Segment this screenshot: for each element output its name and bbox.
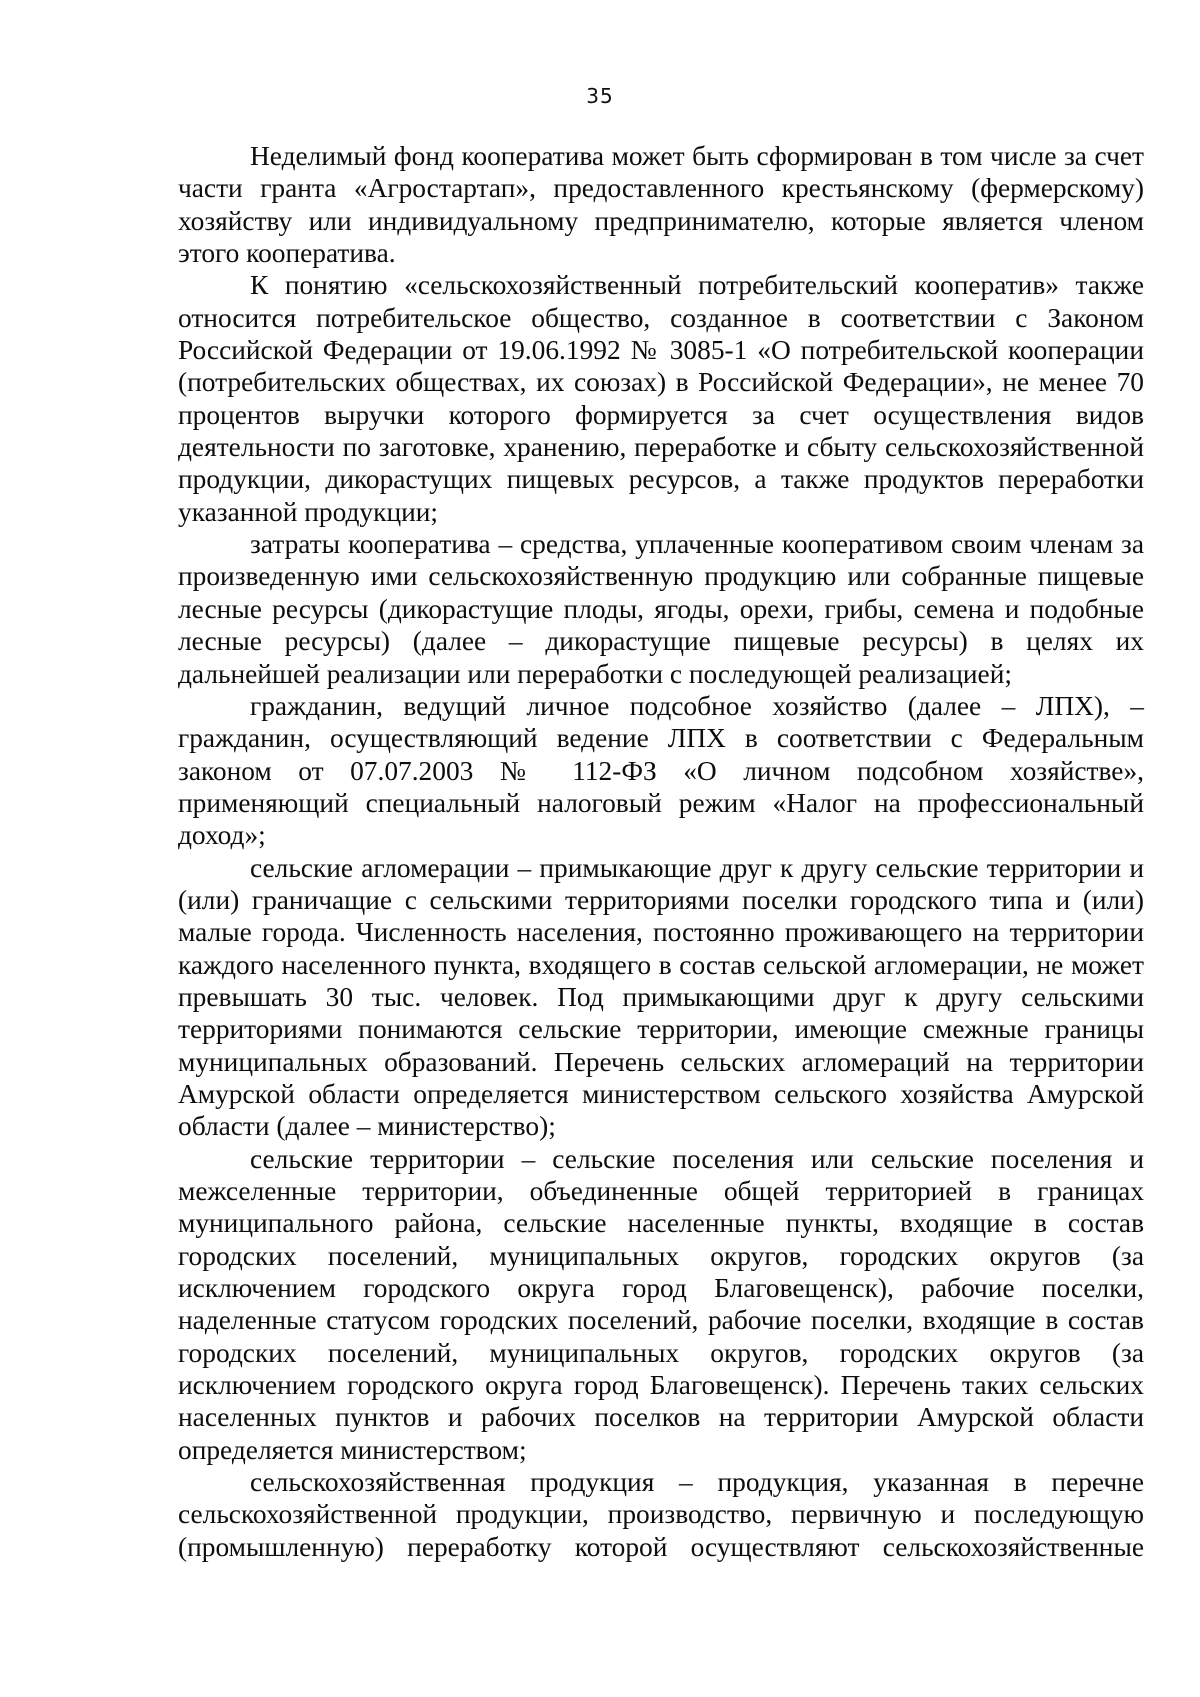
paragraph-lph-citizen: гражданин, ведущий личное подсобное хозяйство (далее – ЛПХ), – гражданин, осуществляющий ведение ЛПХ в соответствии с Федеральным законом от 07.07.2003 № 112-ФЗ «О личном подсобном хозяйстве», применяющий специальный налоговый режим «Налог на профессиональный доход»; [178, 690, 1144, 851]
page-number: 35 [586, 84, 614, 108]
document-body [178, 140, 1144, 1563]
paragraph-indivisible-fund: Неделимый фонд кооператива может быть сформирован в том числе за счет части гранта «Агростартап», предоставленного крестьянскому (фермерскому) хозяйству или индивидуальному предпринимателю, которые является членом этого кооператива. [178, 141, 1144, 269]
paragraph-rural-agglomerations: сельские агломерации – примыкающие друг к другу сельские территории и (или) граничащие с сельскими территориями поселки городского типа и (или) малые города. Численность населения, постоянно проживающего на территории каждого населенного пункта, входящего в состав сельской агломерации, не может превышать 30 тыс. человек. Под примыкающими друг к другу сельскими территориями понимаются сельские территории, имеющие смежные границы муниципальных образований. Перечень сельских агломераций на территории Амурской области определяется министерством сельского хозяйства Амурской области (далее – министерство); [178, 852, 1144, 1142]
paragraph-consumer-cooperative: К понятию «сельскохозяйственный потребительский кооператив» также относится потребительское общество, созданное в соответствии с Законом Российской Федерации от 19.06.1992 № 3085-1 «О потребительской кооперации (потребительских обществах, их союзах) в Российской Федерации», не менее 70 процентов выручки которого формируется за счет осуществления видов деятельности по заготовке, хранению, переработке и сбыту сельскохозяйственной продукции, дикорастущих пищевых ресурсов, а также продуктов переработки указанной продукции; [178, 270, 1144, 527]
paragraph-cooperative-costs: затраты кооператива – средства, уплаченные кооперативом своим членам за произведенную ими сельскохозяйственную продукцию или собранные пищевые лесные ресурсы (дикорастущие плоды, ягоды, орехи, грибы, семена и подобные лесные ресурсы) (далее – дикорастущие пищевые ресурсы) в целях их дальнейшей реализации или переработки с последующей реализацией; [178, 529, 1144, 689]
paragraph-rural-territories: сельские территории – сельские поселения или сельские поселения и межселенные территории, объединенные общей территорией в границах муниципального района, сельские населенные пункты, входящие в состав городских поселений, муниципальных округов, городских округов (за исключением городского округа город Благовещенск), рабочие поселки, наделенные статусом городских поселений, рабочие поселки, входящие в состав городских поселений, муниципальных округов, городских округов (за исключением городского округа город Благовещенск). Перечень таких сельских населенных пунктов и рабочих поселков на территории Амурской области определяется министерством; [178, 1143, 1144, 1465]
paragraph-agricultural-products: сельскохозяйственная продукция – продукция, указанная в перечне сельскохозяйственной продукции, производство, первичную и последующую (промышленную) переработку которой осуществляют сельскохозяйственные [178, 1467, 1144, 1562]
